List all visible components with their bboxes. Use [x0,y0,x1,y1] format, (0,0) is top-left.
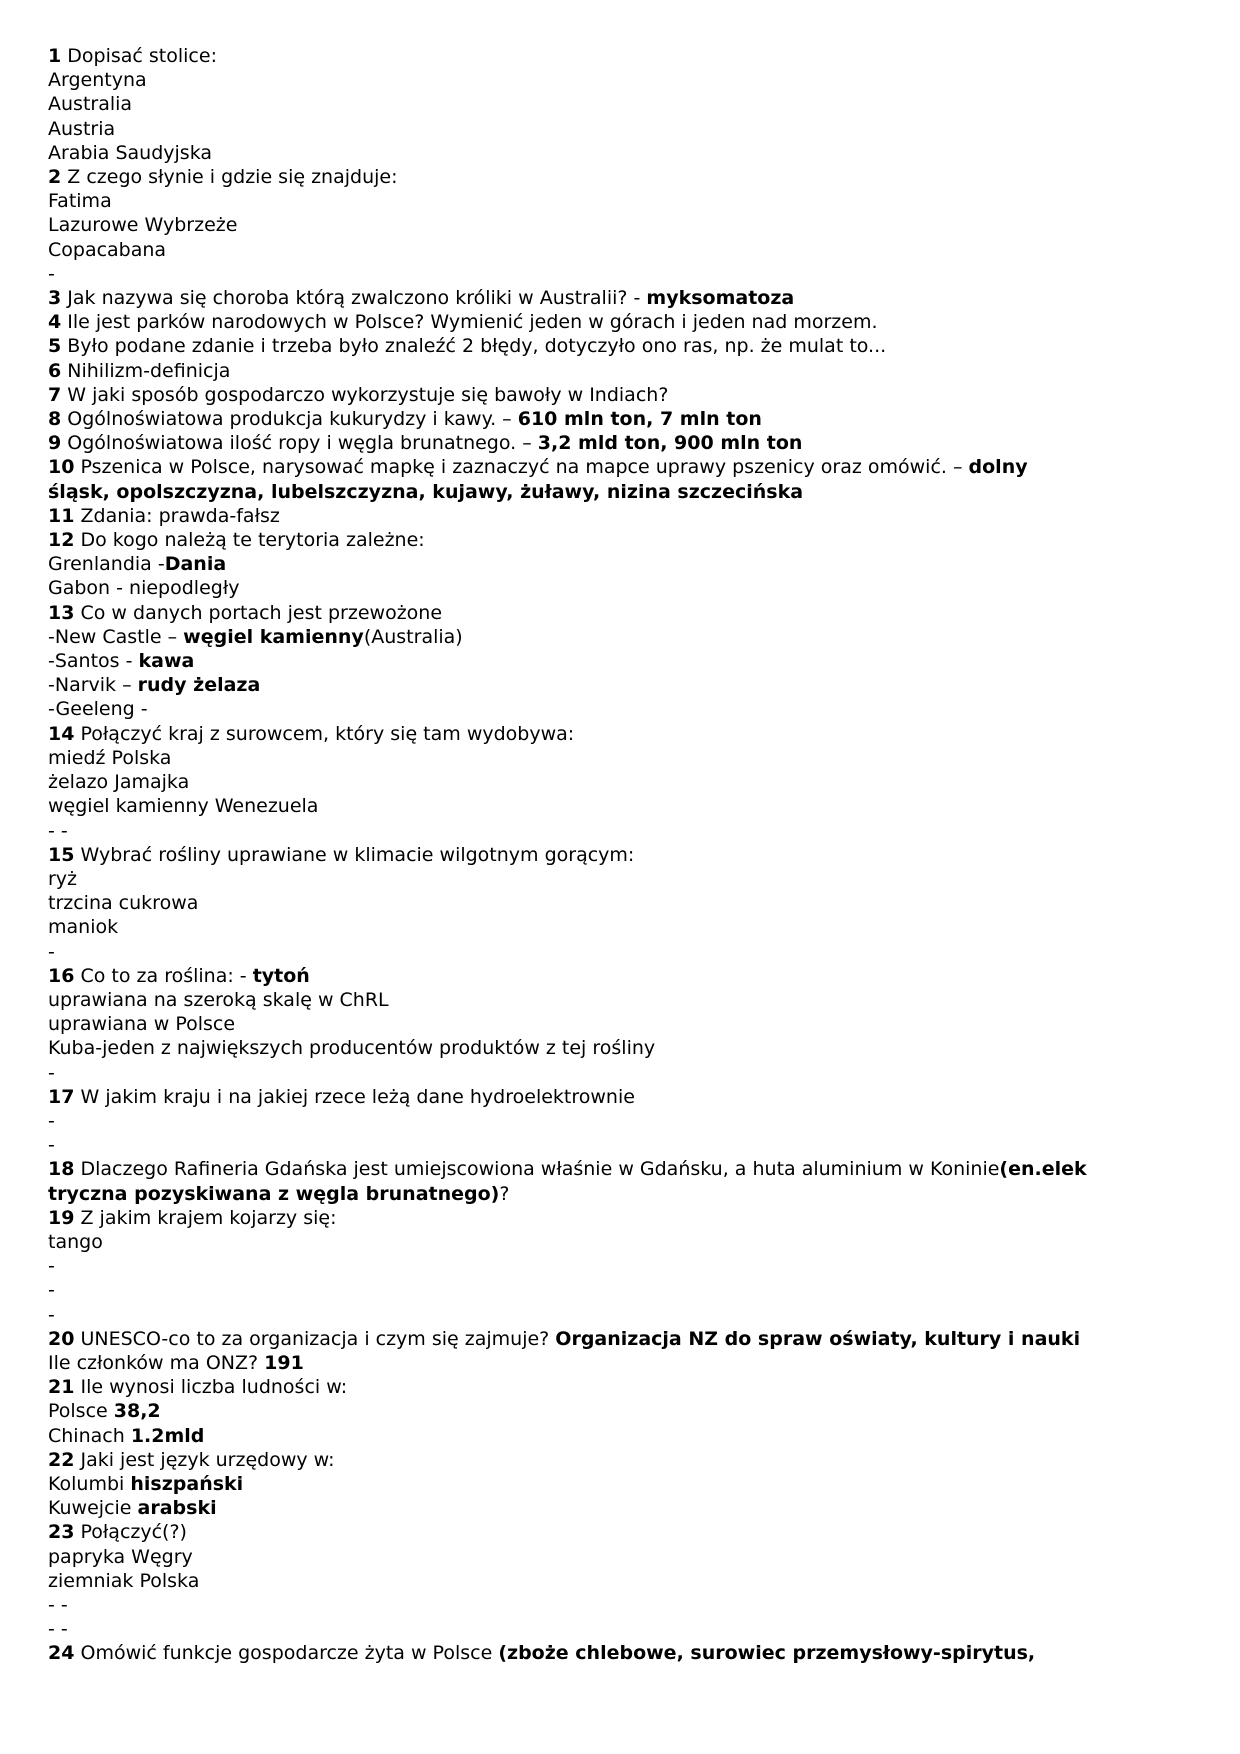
text-line [48,794,1198,818]
bold-text: tytoń [252,964,310,987]
bold-text: 38,2 [113,1400,161,1423]
text-line [48,1569,1198,1593]
text-line [48,1036,1198,1060]
text-line [48,1496,1198,1520]
text-line [48,988,1198,1012]
text-segment: Ile jest parków narodowych w Polsce? Wymienić jeden w górach i jeden nad morzem. [61,311,878,334]
text-line [48,165,1198,189]
text-segment: maniok [48,916,119,939]
text-segment: - - [48,1618,68,1641]
text-line [48,455,1198,479]
text-line [48,383,1198,407]
text-segment: Nihilizm-definicja [61,359,231,382]
text-segment: Co to za roślina: - [74,964,253,987]
text-line [48,1327,1198,1351]
text-segment: Pszenica w Polsce, narysować mapkę i zaznaczyć na mapce uprawy pszenicy oraz omówić. – [74,456,969,479]
bold-text: 15 [48,843,75,866]
text-segment: Zdania: prawda-fałsz [74,504,280,527]
text-line [48,915,1198,939]
text-line [48,407,1198,431]
text-line [48,722,1198,746]
text-segment: Fatima [48,190,112,213]
text-segment: Argentyna [48,69,147,92]
bold-text: 20 [48,1327,75,1350]
text-line [48,1593,1198,1617]
text-segment: Dopisać stolice: [61,45,217,67]
text-line [48,1303,1198,1327]
text-line [48,117,1198,141]
text-line [48,649,1198,673]
bold-text: 9 [48,432,62,455]
text-line [48,1424,1198,1448]
text-line [48,697,1198,721]
text-segment: węgiel kamienny Wenezuela [48,795,319,818]
text-line [48,1375,1198,1399]
text-segment: - [48,1134,55,1157]
bold-text: 16 [48,964,75,987]
bold-text: 4 [48,311,62,334]
bold-text: Organizacja NZ do spraw oświaty, kultury i nauki [555,1327,1081,1350]
bold-text: 21 [48,1376,75,1399]
bold-text: 610 mln ton, 7 mln ton [517,408,762,431]
text-line [48,286,1198,310]
bold-text: 3 [48,287,62,310]
text-line [48,68,1198,92]
bold-text: kawa [138,650,195,673]
bold-text: 24 [48,1642,75,1665]
bold-text: 14 [48,722,75,745]
text-segment: Z czego słynie i gdzie się znajduje: [61,166,398,189]
bold-text: 1 [48,45,62,67]
text-line [48,141,1198,165]
text-segment: Austria [48,117,116,140]
text-segment: -Santos - [48,650,139,673]
bold-text: 1.2mld [130,1424,205,1447]
bold-text: 17 [48,1085,75,1108]
text-line [48,92,1198,116]
text-segment: tango [48,1230,103,1253]
text-line [48,1448,1198,1472]
text-segment: ? [499,1182,510,1205]
bold-text: (zboże chlebowe, surowiec przemysłowy-spirytus, [498,1642,1036,1665]
text-line [48,1157,1198,1181]
bold-text: węgiel kamienny [183,625,364,648]
text-segment: UNESCO-co to za organizacja i czym się zajmuje? [74,1327,556,1350]
text-segment: Grenlandia - [48,553,165,576]
text-line [48,310,1198,334]
text-line [48,1641,1198,1665]
bold-text: 13 [48,601,75,624]
text-segment: Omówić funkcje gospodarcze żyta w Polsce [74,1642,499,1665]
text-line [48,1351,1198,1375]
bold-text: 22 [48,1448,75,1471]
text-line [48,431,1198,455]
text-segment: Gabon - niepodległy [48,577,240,600]
text-segment: Ile członków ma ONZ? [48,1351,265,1374]
text-segment: Ogólnoświatowa ilość ropy i węgla brunatnego. – [61,432,538,455]
text-segment: uprawiana w Polsce [48,1013,236,1036]
text-segment: - - [48,819,68,842]
text-segment: Ile wynosi liczba ludności w: [74,1376,348,1399]
text-segment: -New Castle – [48,625,184,648]
bold-text: rudy żelaza [137,674,261,697]
bold-text: 2 [48,166,62,189]
text-segment: żelazo Jamajka [48,771,190,794]
text-line [48,1472,1198,1496]
text-segment: miedź Polska [48,746,172,769]
text-segment: Jak nazywa się choroba którą zwalczono króliki w Australii? - [61,287,647,310]
text-segment: Do kogo należą te terytoria zależne: [74,529,425,552]
text-segment: Copacabana [48,238,167,261]
text-line [48,1399,1198,1423]
text-segment: - [48,1279,55,1302]
document-page [48,44,1198,1666]
text-line [48,189,1198,213]
text-line [48,1109,1198,1133]
text-segment: Kuwejcie [48,1497,138,1520]
text-segment: - [48,1109,55,1132]
text-line [48,576,1198,600]
text-segment: Wybrać rośliny uprawiane w klimacie wilgotnym gorącym: [74,843,635,866]
bold-text: (en.elek [999,1158,1087,1181]
bold-text: 23 [48,1521,75,1544]
text-segment: Kuba-jeden z największych producentów produktów z tej rośliny [48,1037,656,1060]
text-line [48,601,1198,625]
text-line [48,1133,1198,1157]
text-segment: -Narvik – [48,674,138,697]
text-line [48,238,1198,262]
text-line [48,770,1198,794]
text-segment: uprawiana na szeroką skalę w ChRL [48,988,389,1011]
text-segment: - [48,1061,55,1084]
text-segment: Jaki jest język urzędowy w: [74,1448,335,1471]
text-segment: Kolumbi [48,1472,131,1495]
text-segment: Dlaczego Rafineria Gdańska jest umiejscowiona właśnie w Gdańsku, a huta aluminium w Koninie [74,1158,1000,1181]
text-segment: Lazurowe Wybrzeże [48,214,238,237]
bold-text: 19 [48,1206,75,1229]
bold-text: 3,2 mld ton, 900 mln ton [537,432,803,455]
text-segment: (Australia) [363,625,463,648]
text-line [48,1206,1198,1230]
bold-text: 11 [48,504,75,527]
text-segment: - [48,1303,55,1326]
bold-text: 8 [48,408,62,431]
text-line [48,262,1198,286]
text-line [48,746,1198,770]
bold-text: dolny [968,456,1028,479]
bold-text: Dania [164,553,227,576]
text-segment: Było podane zdanie i trzeba było znaleźć 2 błędy, dotyczyło ono ras, np. że mulat to... [61,335,887,358]
text-line [48,1012,1198,1036]
text-line [48,504,1198,528]
text-segment: W jakim kraju i na jakiej rzece leżą dane hydroelektrownie [74,1085,635,1108]
text-line [48,891,1198,915]
text-segment: Połączyć(?) [74,1521,187,1544]
text-line [48,44,1198,68]
text-segment: W jaki sposób gospodarczo wykorzystuje się bawoły w Indiach? [61,383,669,406]
text-line [48,480,1198,504]
bold-text: tryczna pozyskiwana z węgla brunatnego) [48,1182,500,1205]
bold-text: 18 [48,1158,75,1181]
bold-text: 7 [48,383,62,406]
text-segment: - - [48,1594,68,1616]
text-line [48,1254,1198,1278]
text-line [48,1230,1198,1254]
bold-text: 5 [48,335,62,358]
text-line [48,213,1198,237]
text-segment: trzcina cukrowa [48,892,199,915]
bold-text: 12 [48,529,75,552]
text-line [48,1545,1198,1569]
bold-text: 6 [48,359,62,382]
text-segment: Co w danych portach jest przewożone [74,601,443,624]
bold-text: 10 [48,456,75,479]
bold-text: hiszpański [130,1472,244,1495]
text-line [48,843,1198,867]
bold-text: myksomatoza [646,287,795,310]
text-segment: Arabia Saudyjska [48,141,213,164]
text-line [48,625,1198,649]
text-line [48,359,1198,383]
text-segment: - [48,262,55,285]
text-segment: Połączyć kraj z surowcem, który się tam wydobywa: [74,722,575,745]
text-segment: ryż [48,867,78,890]
bold-text: śląsk, opolszczyzna, lubelszczyzna, kujawy, żuławy, nizina szczecińska [48,480,804,503]
text-line [48,528,1198,552]
text-line [48,334,1198,358]
text-line [48,1617,1198,1641]
text-line [48,1085,1198,1109]
text-line [48,819,1198,843]
text-line [48,1061,1198,1085]
text-line [48,940,1198,964]
bold-text: 191 [264,1351,304,1374]
bold-text: arabski [137,1497,217,1520]
text-line [48,964,1198,988]
text-line [48,1520,1198,1544]
text-line [48,867,1198,891]
text-segment: Chinach [48,1424,131,1447]
text-segment: - [48,940,55,963]
text-segment: Ogólnoświatowa produkcja kukurydzy i kawy. – [61,408,518,431]
text-segment: Australia [48,93,133,116]
text-line [48,1182,1198,1206]
text-segment: ziemniak Polska [48,1569,200,1592]
text-segment: Z jakim krajem kojarzy się: [74,1206,337,1229]
text-segment: -Geeleng - [48,698,148,721]
text-line [48,673,1198,697]
text-segment: Polsce [48,1400,114,1423]
text-line [48,1278,1198,1302]
text-segment: papryka Węgry [48,1545,193,1568]
text-line [48,552,1198,576]
text-segment: - [48,1255,55,1278]
